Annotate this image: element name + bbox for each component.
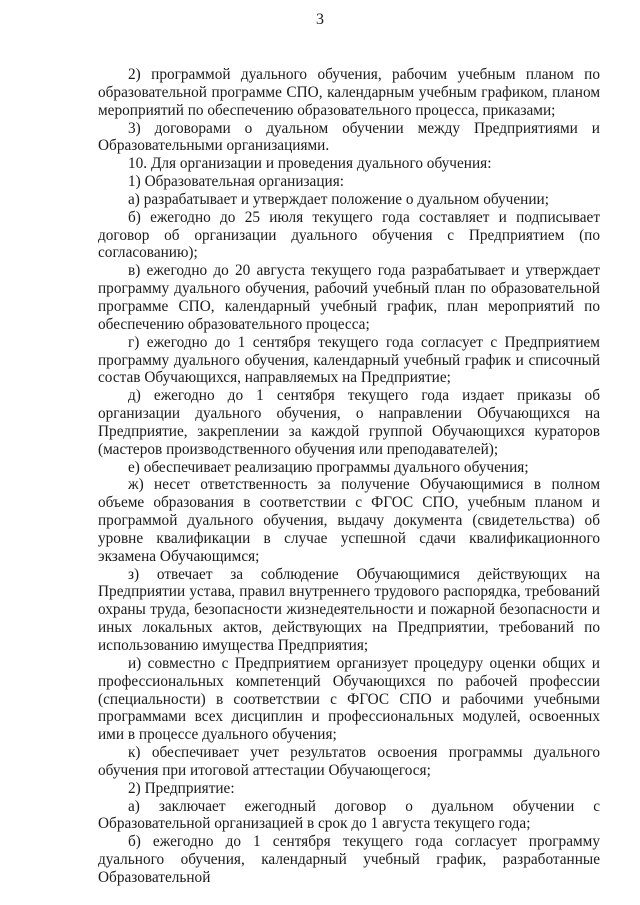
paragraph-item-2: 2) программой дуального обучения, рабочим учебным планом по образовательной программе СПО, календарным учебным графиком, планом мероприятий по обеспечению образовательного процесса, приказами;	[98, 66, 600, 119]
paragraph-item-d: д) ежегодно до 1 сентября текущего года издает приказы об организации дуального обучения, о направлении Обучающихся на Предприятие, закреплении за каждой группой Обучающихся кураторов (мастеров производственного обучения или преподавателей);	[98, 387, 600, 458]
paragraph-enterprise-item-a: а) заключает ежегодный договор о дуальном обучении с Образовательной организацией в срок до 1 августа текущего года;	[98, 797, 600, 833]
paragraph-item-g: г) ежегодно до 1 сентября текущего года согласует с Предприятием программу дуального обучения, календарный учебный график и списочный состав Обучающихся, направляемых на Предприятие;	[98, 333, 600, 387]
paragraph-section-10: 10. Для организации и проведения дуального обучения:	[128, 155, 492, 173]
paragraph-item-v: в) ежегодно до 20 августа текущего года разрабатывает и утверждает программу дуального обучения, рабочий учебный план по образовательной программе СПО, календарный учебный график, план мероприятий по обеспечению образовательного процесса;	[98, 262, 600, 333]
paragraph-enterprise-item-b: б) ежегодно до 1 сентября текущего года согласует программу дуального обучения, календарный учебный график, разработанные Образовательной	[98, 833, 600, 886]
paragraph-item-i: и) совместно с Предприятием организует процедуру оценки общих и профессиональных компетенций Обучающихся по рабочей профессии (специальности) в соответствии с ФГОС СПО и рабочими учебными программами всех дисциплин и профессиональных модулей, освоенных ими в процессе дуального обучения;	[98, 654, 600, 744]
paragraph-item-3: 3) договорами о дуальном обучении между Предприятиями и Образовательными организациями.	[98, 119, 600, 155]
document-body	[98, 66, 600, 887]
paragraph-item-k: к) обеспечивает учет результатов освоения программы дуального обучения при итоговой аттестации Обучающегося;	[98, 744, 600, 779]
paragraph-item-z: з) отвечает за соблюдение Обучающимися действующих на Предприятии устава, правил внутреннего трудового распорядка, требований охраны труда, безопасности жизнедеятельности и пожарной безопасности и иных локальных актов, действующих на Предприятии, требований по использованию имущества Предприятия;	[98, 565, 600, 654]
paragraph-item-b: б) ежегодно до 25 июля текущего года составляет и подписывает договор об организации дуального обучения с Предприятием (по согласованию);	[98, 208, 600, 262]
paragraph-item-e: е) обеспечивает реализацию программы дуального обучения;	[128, 458, 529, 476]
page-number: 3	[316, 11, 324, 28]
paragraph-educational-organization-heading: 1) Образовательная организация:	[128, 173, 344, 191]
paragraph-item-zh: ж) несет ответственность за получение Обучающимися в полном объеме образования в соответствии с ФГОС СПО, учебным планом и программой дуального обучения, выдачу документа (свидетельства) об уровне квалификации в случае успешной сдачи квалификационного экзамена Обучающимся;	[98, 476, 600, 565]
paragraph-enterprise-heading: 2) Предприятие:	[128, 779, 235, 797]
paragraph-item-a: а) разрабатывает и утверждает положение о дуальном обучении;	[128, 190, 549, 208]
